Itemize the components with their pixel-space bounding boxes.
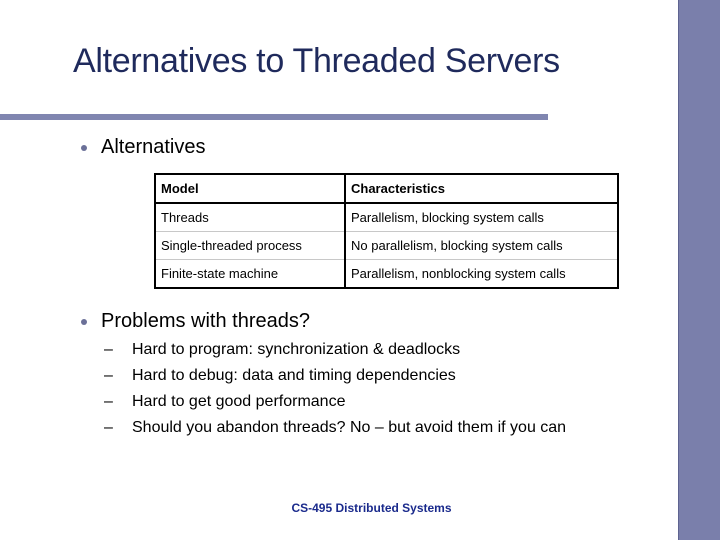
table-cell: Single-threaded process: [155, 232, 345, 260]
table-header-cell: Model: [155, 174, 345, 203]
bullet-dot-icon: [81, 319, 87, 325]
list-item: [104, 337, 566, 363]
table-cell: Parallelism, blocking system calls: [345, 203, 618, 232]
table-row: [155, 203, 618, 232]
dash-bullet: –: [104, 393, 113, 410]
side-band: [679, 0, 720, 540]
list-item-text: Hard to program: synchronization & deadlocks: [132, 341, 461, 358]
slide-footer: CS-495 Distributed Systems: [291, 501, 452, 515]
bullet-problems: [81, 310, 310, 333]
list-item: [104, 363, 566, 389]
table-header-cell: Characteristics: [345, 174, 618, 203]
bullet-alternatives: [81, 136, 206, 159]
list-item-text: Hard to debug: data and timing dependencies: [132, 367, 456, 384]
models-table: [154, 173, 619, 289]
bullet-text: Alternatives: [101, 136, 206, 158]
dash-bullet: –: [104, 419, 113, 436]
table-row: [155, 260, 618, 289]
problems-sublist: [104, 337, 566, 441]
table-cell: Finite-state machine: [155, 260, 345, 289]
list-item: [104, 389, 566, 415]
table-header-row: [155, 174, 618, 203]
slide-title: Alternatives to Threaded Servers: [73, 42, 560, 80]
table-cell: Parallelism, nonblocking system calls: [351, 266, 566, 281]
dash-bullet: –: [104, 341, 113, 358]
list-item-text: Hard to get good performance: [132, 393, 346, 410]
bullet-dot-icon: [81, 145, 87, 151]
list-item-text: Should you abandon threads? No – but avoid them if you can: [132, 419, 567, 436]
dash-bullet: –: [104, 367, 113, 384]
table-row: [155, 232, 618, 260]
table-cell: No parallelism, blocking system calls: [345, 232, 618, 260]
bullet-text: Problems with threads?: [101, 310, 310, 332]
title-divider: [0, 114, 548, 120]
list-item: [104, 415, 566, 441]
table-cell: Threads: [155, 203, 345, 232]
